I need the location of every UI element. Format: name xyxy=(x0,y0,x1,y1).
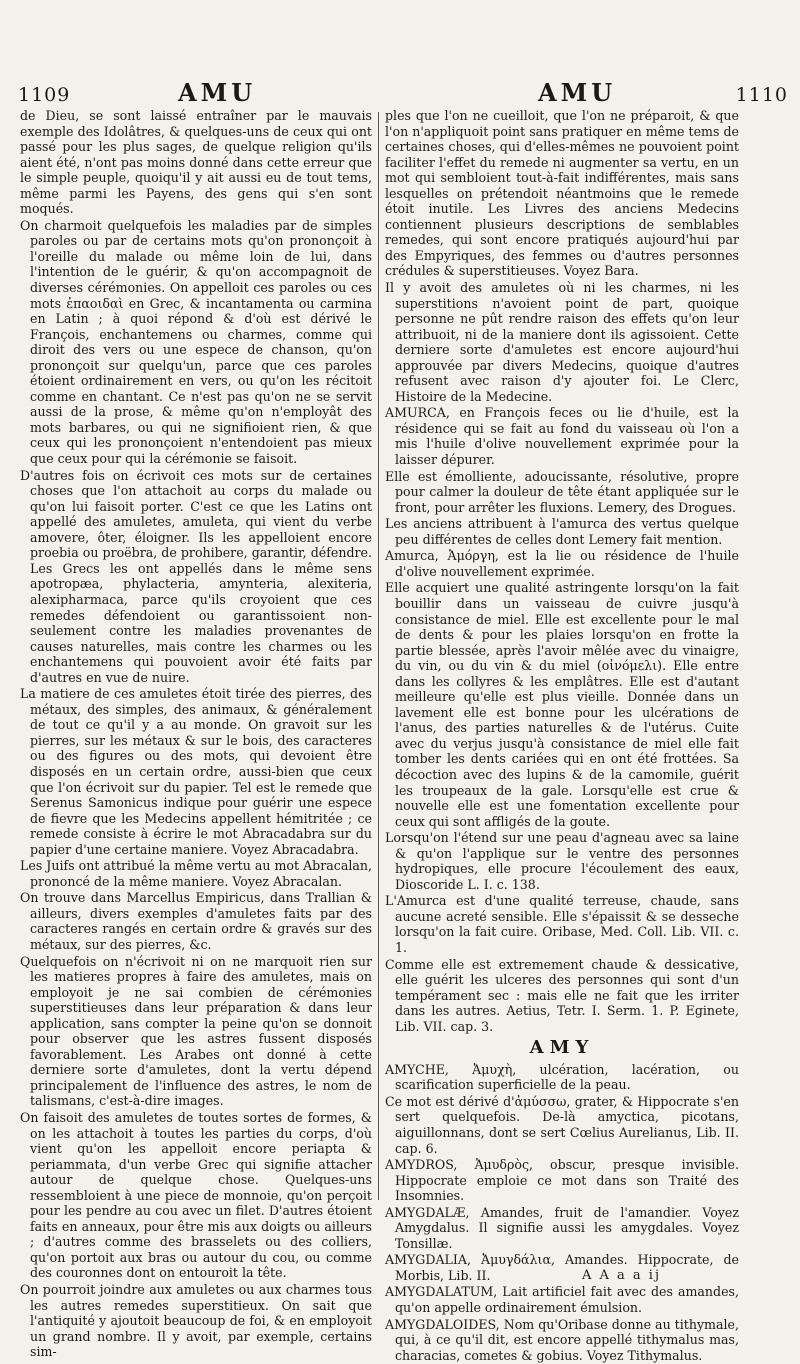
running-head-right: AMU xyxy=(538,78,617,107)
paragraph: On trouve dans Marcellus Empiricus, dans Trallian & ailleurs, divers exemples d'amuletes faits par des caracteres rangés en certain ordre & gravés sur des métaux, sur des pierres, &c. xyxy=(20,890,372,952)
paragraph: On faisoit des amuletes de toutes sortes de formes, & on les attachoit à toutes les parties du corps, d'où vient qu'on les appelloit encore periapta & periammata, d'un verbe Grec qui signifie attacher autour de quelque chose. Quelques-uns ressembloient à une piece de monnoie, qu'on perçoit pour les pendre au cou avec un filet. D'autres étoient faits en anneaux, pour être mis aux doigts ou ailleurs ; d'autres comme des brasselets ou des colliers, qu'on portoit aux bras ou autour du cou, ou comme des couronnes dont on entouroit la tête. xyxy=(20,1110,372,1281)
paragraph: AMURCA, en François feces ou lie d'huile, est la résidence qui se fait au fond du vaisseau où l'on a mis l'huile d'olive nouvellement exprimée pour la laisser dépurer. xyxy=(385,405,739,468)
paragraph: Lorsqu'on l'étend sur une peau d'agneau avec sa laine & qu'on l'applique sur le ventre des personnes hydropiques, elle procure l'écoulement des eaux, Dioscoride L. I. c. 138. xyxy=(385,830,739,892)
paragraph: AMYCHE, Ἀμυχὴ, ulcération, lacération, ou scarification superficielle de la peau. xyxy=(385,1061,739,1093)
left-column xyxy=(20,108,372,1361)
section-heading: AMY xyxy=(529,1037,595,1059)
running-head-left: AMU xyxy=(178,78,257,107)
paragraph: D'autres fois on écrivoit ces mots sur de certaines choses que l'on attachoit au corps du malade ou qu'on lui faisoit porter. C'est ce que les Latins ont appellé des amuletes, amuleta, qui vient du verbe amovere, ôter, éloigner. Ils les appelloient encore proebia ou proëbra, de prohibere, garantir, défendre. Les Grecs les ont appellés dans le même sens apotropæa, phylacteria, amynteria, alexiteria, alexipharmaca, parce qu'ils croyoient que ces remedes défendoient ou garantissoient non-seulement contre les maladies provenantes de causes naturelles, mais contre les charmes ou les enchantemens qui pouvoient avoir été faits par d'autres en vue de nuire. xyxy=(20,467,372,685)
paragraph: La matiere de ces amuletes étoit tirée des pierres, des métaux, des simples, des animaux, & généralement de tout ce qu'il y a au monde. On gravoit sur les pierres, sur les métaux & sur le bois, des caracteres ou des figures ou des mots, qui devoient être disposés en un certain ordre, aussi-bien que ceux que l'on écrivoit sur du papier. Tel est le remede que Serenus Samonicus indique pour guérir une espece de fievre que les Medecins appellent hémitritée ; ce remede consiste à écrire le mot Abracadabra sur du papier d'une certaine maniere. Voyez Abracadabra. xyxy=(20,686,372,857)
paragraph: Les Juifs ont attribué la même vertu au mot Abracalan, prononcé de la même maniere. Voyez Abracalan. xyxy=(20,858,372,889)
paragraph: Elle est émolliente, adoucissante, résolutive, propre pour calmer la douleur de tête étant appliquée sur le front, pour arrêter les fluxions. Lemery, des Drogues. xyxy=(385,468,739,515)
paragraph: L'Amurca est d'une qualité terreuse, chaude, sans aucune acreté sensible. Elle s'épaissit & se desseche lorsqu'on la fait cuire. Oribase, Med. Coll. Lib. VII. c. 1. xyxy=(385,893,739,955)
paragraph: Elle acquiert une qualité astringente lorsqu'on la fait bouillir dans un vaisseau de cuivre jusqu'à consistance de miel. Elle est excellente pour le mal de dents & pour les plaies lorsqu'on en frotte la partie blessée, après l'avoir mêlée avec du vinaigre, du vin, ou du vin & du miel (οἰνόμελι). Elle entre dans les collyres & les emplâtres. Elle est d'autant meilleure qu'elle est plus vieille. Donnée dans un lavement elle est bonne pour les ulcérations de l'anus, des parties naturelles & de l'utérus. Cuite avec du verjus jusqu'à consistance de miel elle fait tomber les dents cariées qui en ont été frottées. Sa décoction avec des lupins & de la camomile, guérit les troupeaux de la gale. Lorsqu'elle est crue & nouvelle elle est une fomentation excellente pour ceux qui sont affligés de la goute. xyxy=(385,580,739,829)
paragraph: Les anciens attribuent à l'amurca des vertus quelque peu différentes de celles dont Lemery fait mention. xyxy=(385,516,739,547)
paragraph: On charmoit quelquefois les maladies par de simples paroles ou par de certains mots qu'on prononçoit à l'oreille du malade ou même loin de lui, dans l'intention de le guérir, & qu'on accompagnoit de diverses cérémonies. On appelloit ces paroles ou ces mots ἐπαοιδαὶ en Grec, & incantamenta ou carmina en Latin ; à quoi répond & d'où est dérivé le François, enchantemens ou charmes, comme qui diroit des vers ou une espece de chanson, qu'on prononçoit sur quelqu'un, parce que ces paroles étoient ordinairement en vers, ou qu'on les récitoit comme en chantant. Ce n'est pas qu'on ne se servit aussi de la prose, & même qu'on n'employât des mots barbares, ou qui ne signifioient rien, & que ceux qui les prononçoient n'entendoient pas mieux que ceux pour qui la cérémonie se faisoit. xyxy=(20,217,372,467)
signature-mark: A A a a ij xyxy=(582,1268,661,1283)
page-number-right: 1110 xyxy=(735,84,788,106)
column-rule xyxy=(378,112,379,1200)
paragraph: ples que l'on ne cueilloit, que l'on ne préparoit, & que l'on n'appliquoit point sans pratiquer en même tems de certaines choses, qui d'elles-mêmes ne pouvoient point faciliter l'effet du remede ni augmenter sa vertu, en un mot qui sembloient tout-à-fait indifférentes, mais sans lesquelles on prétendoit néantmoins que le remede étoit inutile. Les Livres des anciens Medecins contiennent plusieurs descriptions de semblables remedes, qui sont encore pratiqués aujourd'hui par des Empyriques, des femmes ou d'autres personnes crédules & superstitieuses. Voyez Bara. xyxy=(385,108,739,279)
paragraph: AMYDROS, Ἀμυδρὸς, obscur, presque invisible. Hippocrate emploie ce mot dans son Traité des Insomnies. xyxy=(385,1157,739,1204)
paragraph: Il y avoit des amuletes où ni les charmes, ni les superstitions n'avoient point de part, quoique personne ne pût rendre raison des effets qu'on leur attribuoit, ni de la maniere dont ils agissoient. Cette derniere sorte d'amuletes est encore aujourd'hui approuvée par divers Medecins, quoique d'autres refusent avec raison d'y ajouter foi. Le Clerc, Histoire de la Medecine. xyxy=(385,280,739,404)
paragraph: AMYGDALIA, Ἀμυγδάλια, Amandes. Hippocrate, de Morbis, Lib. II. xyxy=(385,1252,739,1283)
paragraph: Amurca, Ἀμόργη, est la lie ou résidence de l'huile d'olive nouvellement exprimée. xyxy=(385,548,739,579)
paragraph: AMYGDALOIDES, Nom qu'Oribase donne au tithymale, qui, à ce qu'il dit, est encore appellé tithymalus mas, characias, cometes & gobius. Voyez Tithymalus. xyxy=(385,1316,739,1363)
paragraph: Quelquefois on n'écrivoit ni on ne marquoit rien sur les matieres propres à faire des amuletes, mais on employoit je ne sai combien de cérémonies superstitieuses dans leur préparation & dans leur application, sans compter la peine qu'on se donnoit pour observer que les astres fussent disposés favorablement. Les Arabes ont donné à cette derniere sorte d'amuletes, dont la vertu dépend principalement de l'influence des astres, le nom de talismans, c'est-à-dire images. xyxy=(20,953,372,1109)
paragraph: de Dieu, se sont laissé entraîner par le mauvais exemple des Idolâtres, & quelques-uns de ceux qui ont passé pour les plus sages, de quelque religion qu'ils aient été, n'ont pas moins donné dans cette erreur que le simple peuple, quoiqu'il y ait aussi eu de tout tems, même parmi les Payens, des gens qui s'en sont moqués. xyxy=(20,108,372,217)
paragraph: AMYGDALÆ, Amandes, fruit de l'amandier. Voyez Amygdalus. Il signifie aussi les amygdales. Voyez Tonsillæ. xyxy=(385,1204,739,1251)
paragraph: On pourroit joindre aux amuletes ou aux charmes tous les autres remedes superstitieux. On sait que l'antiquité y ajoutoit beaucoup de foi, & en employoit un grand nombre. Il y avoit, par exemple, certains sim- xyxy=(20,1282,372,1360)
page-number-left: 1109 xyxy=(18,84,71,106)
paragraph: AMYGDALATUM, Lait artificiel fait avec des amandes, qu'on appelle ordinairement émulsion. xyxy=(385,1284,739,1316)
paragraph: Ce mot est dérivé d'ἀμύσσω, grater, & Hippocrate s'en sert quelquefois. De-là amyctica, picotans, aiguillonnans, dont se sert Cœlius Aurelianus, Lib. II. cap. 6. xyxy=(385,1093,739,1156)
right-column xyxy=(385,108,739,1364)
page-header xyxy=(18,78,788,106)
paragraph: Comme elle est extremement chaude & dessicative, elle guérit les ulceres des personnes qui sont d'un tempérament sec : mais elle ne fait que les irriter dans les autres. Aetius, Tetr. I. Serm. 1. P. Eginete, Lib. VII. cap. 3. xyxy=(385,956,739,1034)
